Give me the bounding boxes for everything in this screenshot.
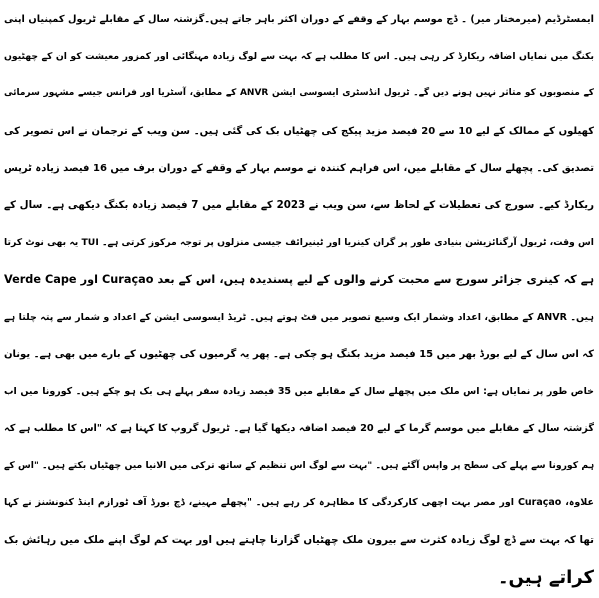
article-line: کھیلوں کے ممالک کے لیے 10 سے 20 فیصد مزید پیکج کی چھٹیاں بک کی گئی ہیں۔ سن ویب کے ترجمان نے اس تصویر کی [4, 125, 594, 137]
article-line: ریکارڈ کیے۔ سورج کی تعطیلات کے لحاظ سے، سن ویب نے 2023 کے مقابلے میں 7 فیصد زیادہ بکنگ دیکھی ہے۔ سال کے [4, 198, 594, 211]
article-line: کے منصوبوں کو متاثر نہیں ہونے دیں گے۔ ٹریول انڈسٹری ایسوسی ایشن ANVR کے مطابق، آسٹریا اور فرانس جیسے مشہور سرمائی [4, 88, 594, 99]
article-line: علاوہ، Curaçao اور مصر بہت اچھی کارکردگی کا مظاہرہ کر رہے ہیں۔ "پچھلے مہینے، ڈچ بورڈ آف ٹورازم اینڈ کنونشنز نے کہا [4, 497, 594, 509]
article-line: ہم کورونا سے پہلے کی سطح پر واپس آگئے ہیں۔ "بہت سے لوگ اس تنظیم کے ساتھ ترکی میں الانیا میں چھٹیاں بکتے ہیں۔ "اس کے [4, 460, 594, 472]
article-line: بکنگ میں نمایاں اضافہ ریکارڈ کر رہی ہیں۔ اس کا مطلب ہے کہ بہت سے لوگ زیادہ مہنگائی اور کمزور معیشت کو ان کے چھٹیوں [4, 51, 594, 63]
article-line: اس وقت، ٹریول آرگنائزیشن بنیادی طور پر گران کینریا اور ٹینیرائف جیسی منزلوں پر توجہ مرکوز کرتی ہے۔ TUI یہ بھی نوٹ کرتا [4, 237, 594, 249]
article-line: گزشتہ سال کے مقابلے میں موسم گرما کے لیے 20 فیصد اضافہ دیکھا گیا ہے۔ ٹریول گروپ کا کہنا ہے کہ "اس کا مطلب ہے کہ [4, 423, 594, 435]
article-line: ہیں۔ ANVR کے مطابق، اعداد وشمار ایک وسیع تصویر میں فٹ ہوتے ہیں۔ ٹریڈ ایسوسی ایشن کے اعداد و شمار سے پتہ چلتا ہے [4, 311, 594, 323]
article-line: کہ اس سال کے لیے بورڈ بھر میں 15 فیصد مزید بکنگ ہو چکی ہے۔ پھر یہ گرمیوں کی چھٹیوں کے بارے میں بھی ہے۔ یونان [4, 348, 594, 360]
article-line: تصدیق کی۔ پچھلے سال کے مقابلے میں، اس فراہم کنندہ نے موسم بہار کے وقفے کے دوران برف میں 16 فیصد زیادہ ٹرپس [4, 162, 594, 174]
article-body [4, 1, 594, 596]
article-line: ایمسٹرڈیم (میرمختار میر) ۔ ڈچ موسم بہار کے وقفے کے دوران اکثر باہر جاتے ہیں۔گزشتہ سال کے مقابلے ٹریول کمپنیاں اپنی [4, 14, 594, 25]
article-line: تھا کہ بہت سے ڈچ لوگ زیادہ کثرت سے بیرون ملک چھٹیاں گزارنا چاہتے ہیں اور بہت کم لوگ اپنے ملک میں رہائش بک [4, 533, 594, 546]
article-line: ہے کہ کینری جزائر سورج سے محبت کرنے والوں کے لیے پسندیدہ ہیں، اس کے بعد Curaçao اور Verde Cape [4, 273, 594, 287]
article-line: کراتے ہیں۔ [497, 566, 594, 588]
article-line: خاص طور پر نمایاں ہے: اس ملک میں پچھلے سال کے مقابلے میں 35 فیصد زیادہ سفر پہلے ہی بک ہو چکے ہیں۔ کورونا میں اب [4, 385, 594, 397]
